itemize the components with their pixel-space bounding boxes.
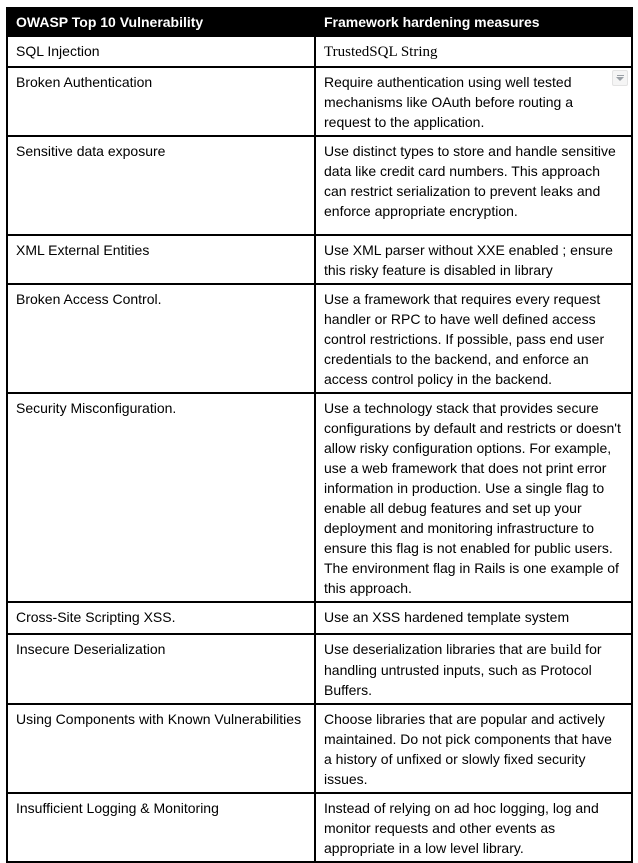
vulnerability-cell: Security Misconfiguration.	[7, 393, 315, 602]
vulnerability-cell: Cross-Site Scripting XSS.	[7, 602, 315, 634]
measure-cell	[315, 284, 632, 393]
vulnerability-cell: Using Components with Known Vulnerabilities	[7, 704, 315, 793]
measure-cell	[315, 393, 632, 602]
measure-text-segment: build	[550, 642, 582, 658]
measure-text-segment: for handling untrusted inputs, such as Protocol Buffers.	[324, 641, 602, 698]
vulnerability-cell: Insecure Deserialization	[7, 634, 315, 704]
measure-cell	[315, 704, 632, 793]
measure-text-segment: Use a framework that requires every request handler or RPC to have well defined access control restrictions. If possible, pass end user credentials to the backend, and enforce an access control policy in the backend.	[324, 291, 605, 387]
measure-cell	[315, 136, 632, 235]
measure-cell	[315, 67, 632, 136]
measure-text-segment: Instead of relying on ad hoc logging, log and monitor requests and other events as appropriate in a low level library.	[324, 800, 599, 856]
vulnerability-cell: Broken Authentication	[7, 67, 315, 136]
table-row	[7, 704, 632, 793]
table-row	[7, 67, 632, 136]
dropdown-marker-button[interactable]	[612, 70, 628, 86]
triangle-down-icon	[617, 75, 624, 76]
table-header-row	[7, 8, 632, 36]
measure-cell	[315, 634, 632, 704]
vulnerability-cell: Sensitive data exposure	[7, 136, 315, 235]
table-row	[7, 793, 632, 862]
header-measures-column: Framework hardening measures	[315, 8, 632, 36]
measure-text-segment: Use a technology stack that provides secure configurations by default and restricts or doesn't allow risky configuration options. For example, use a web framework that does not print error information in production. Use a single flag to enable all debug features and set up your deployment and monitoring infrastructure to ensure this flag is not enabled for public users. The environment flag in Rails is one example of this approach.	[324, 400, 621, 596]
measure-text-segment: Use an XSS hardened template system	[324, 609, 570, 625]
measure-cell	[315, 36, 632, 67]
table-row	[7, 284, 632, 393]
measure-text-segment: TrustedSQL String	[324, 44, 438, 60]
header-vulnerability-column: OWASP Top 10 Vulnerability	[7, 8, 315, 36]
measure-text-segment: Require authentication using well tested mechanisms like OAuth before routing a request to the application.	[324, 74, 574, 130]
table-row	[7, 393, 632, 602]
table-row	[7, 602, 632, 634]
measure-text-segment: Use distinct types to store and handle sensitive data like credit card numbers. This approach can restrict serialization to prevent leaks and enforce appropriate encryption.	[324, 143, 616, 219]
table-row	[7, 235, 632, 284]
table-row	[7, 634, 632, 704]
vulnerability-cell: SQL Injection	[7, 36, 315, 67]
table-row	[7, 136, 632, 235]
measure-cell	[315, 602, 632, 634]
measure-text-segment: Use deserialization libraries that are	[324, 641, 551, 657]
measure-text-segment: Use XML parser without XXE enabled ; ensure this risky feature is disabled in library	[324, 242, 613, 278]
vulnerability-cell: XML External Entities	[7, 235, 315, 284]
measure-cell	[315, 793, 632, 862]
measure-cell	[315, 235, 632, 284]
owasp-hardening-table	[6, 7, 633, 863]
measure-text-segment: Choose libraries that are popular and actively maintained. Do not pick components that have a history of unfixed or slowly fixed security issues.	[324, 711, 612, 787]
table-row	[7, 36, 632, 67]
vulnerability-cell: Insufficient Logging & Monitoring	[7, 793, 315, 862]
vulnerability-cell: Broken Access Control.	[7, 284, 315, 393]
